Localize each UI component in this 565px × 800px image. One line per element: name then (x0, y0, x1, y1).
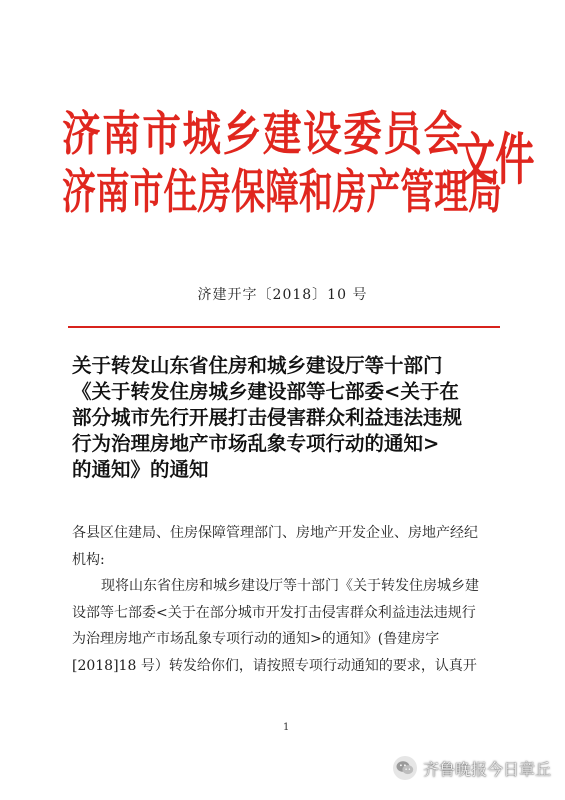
page-number-mark: 1 (283, 722, 290, 733)
masthead-suffix: 文件 (456, 127, 535, 193)
document-body (72, 520, 508, 679)
title-line: 行为治理房地产市场乱象专项行动的通知> (72, 432, 440, 455)
title-line: 的通知》的通知 (72, 458, 209, 481)
watermark-text: 齐鲁晚报今日章丘 (422, 759, 551, 779)
title-line: 关于转发山东省住房和城乡建设厅等十部门 (72, 354, 443, 377)
title-line: 《关于转发住房城乡建设部等七部委<关于在 (72, 380, 459, 403)
document-masthead (62, 104, 535, 236)
paragraph-line: 为治理房地产市场乱象专项行动的通知>的通知》(鲁建房字 (72, 631, 440, 647)
red-divider-line (68, 326, 500, 328)
addressee-line: 各县区住建局、住房保障管理部门、房地产开发企业、房地产经纪 (72, 525, 478, 541)
paragraph-line: 设部等七部委<关于在部分城市开发打击侵害群众利益违法违规行 (72, 604, 476, 621)
masthead-line-2: 济南市住房保障和房产管理局 (62, 165, 502, 220)
wechat-icon (393, 756, 417, 780)
masthead-line-1: 济南市城乡建设委员会 (62, 107, 464, 162)
document-title (72, 353, 512, 483)
addressee-line: 机构: (72, 551, 105, 568)
paragraph-line: 现将山东省住房和城乡建设厅等十部门《关于转发住房城乡建 (101, 578, 479, 594)
title-line: 部分城市先行开展打击侵害群众利益违法违规 (72, 406, 463, 429)
document-number: 济建开字〔2018〕10 号 (197, 287, 368, 303)
source-watermark (393, 755, 551, 781)
paragraph-line: [2018]18 号）转发给你们，请按照专项行动通知的要求，认真开 (72, 657, 477, 674)
